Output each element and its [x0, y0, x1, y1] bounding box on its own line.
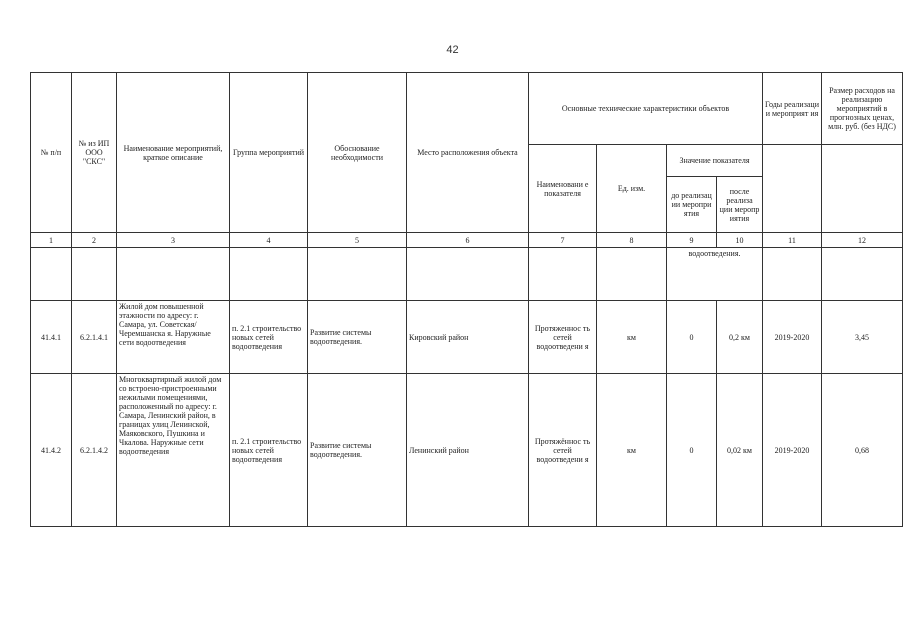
spill-text: водоотведения.	[667, 248, 763, 301]
page-number: 42	[446, 44, 459, 56]
header-reason: Обоснование необходимости	[308, 73, 407, 233]
column-number: 10	[717, 233, 763, 248]
row-years: 2019-2020	[763, 374, 822, 527]
header-years: Годы реализаци и мероприят ия	[763, 73, 822, 145]
column-number: 1	[31, 233, 72, 248]
row-after: 0,2 км	[717, 301, 763, 374]
row-indicator: Протяжённос ть сетей водоотведени я	[529, 374, 597, 527]
row-ip: 6.2.1.4.2	[72, 374, 117, 527]
row-group: п. 2.1 строительство новых сетей водоотведения	[230, 301, 308, 374]
column-number: 3	[117, 233, 230, 248]
row-reason: Развитие системы водоотведения.	[308, 374, 407, 527]
table-row	[31, 374, 903, 527]
header-after: после реализа ции меропр иятия	[717, 177, 763, 233]
row-name: Жилой дом повышенной этажности по адресу: г. Самара, ул. Советская/Черемшанска я. Наружные сети водоотведения	[117, 301, 230, 374]
column-number: 8	[597, 233, 667, 248]
row-num: 41.4.1	[31, 301, 72, 374]
column-number: 7	[529, 233, 597, 248]
spill-row	[31, 248, 903, 301]
header-cost-blank	[822, 145, 903, 233]
row-group: п. 2.1 строительство новых сетей водоотведения	[230, 374, 308, 527]
column-number: 11	[763, 233, 822, 248]
header-cost: Размер расходов на реализацию мероприятий в прогнозных ценах, млн. руб. (без НДС)	[822, 73, 903, 145]
row-unit: км	[597, 374, 667, 527]
column-number: 6	[407, 233, 529, 248]
row-before: 0	[667, 301, 717, 374]
column-number: 4	[230, 233, 308, 248]
header-num: № п/п	[31, 73, 72, 233]
header-location: Место расположения объекта	[407, 73, 529, 233]
row-cost: 3,45	[822, 301, 903, 374]
header-name: Наименование мероприятий, краткое описание	[117, 73, 230, 233]
header-unit: Ед. изм.	[597, 145, 667, 233]
row-years: 2019-2020	[763, 301, 822, 374]
column-number: 5	[308, 233, 407, 248]
row-after: 0,02 км	[717, 374, 763, 527]
table-row	[31, 301, 903, 374]
row-location: Ленинский район	[407, 374, 529, 527]
header-before: до реализац ии меропри ятия	[667, 177, 717, 233]
row-reason: Развитие системы водоотведения.	[308, 301, 407, 374]
row-indicator: Протяженнос ть сетей водоотведени я	[529, 301, 597, 374]
row-unit: км	[597, 301, 667, 374]
row-ip: 6.2.1.4.1	[72, 301, 117, 374]
row-num: 41.4.2	[31, 374, 72, 527]
header-indicator: Наименовани е показателя	[529, 145, 597, 233]
row-before: 0	[667, 374, 717, 527]
measures-table	[30, 72, 903, 527]
row-cost: 0,68	[822, 374, 903, 527]
column-number-row	[31, 233, 903, 248]
header-years-blank	[763, 145, 822, 233]
row-name: Многоквартирный жилой дом со встроено-пристроенными нежилыми помещениями, расположенный по адресу: г. Самара, Ленинский район, в границах улиц Ленинской, Маяковского, Пушкина и Чкалова. Наружные сети водоотведения	[117, 374, 230, 527]
column-number: 2	[72, 233, 117, 248]
header-group: Группа мероприятий	[230, 73, 308, 233]
column-number: 12	[822, 233, 903, 248]
header-value-group: Значение показателя	[667, 145, 763, 177]
header-tech-group: Основные технические характеристики объектов	[529, 73, 763, 145]
row-location: Кировский район	[407, 301, 529, 374]
header-ip-num: № из ИП ООО "СКС"	[72, 73, 117, 233]
column-number: 9	[667, 233, 717, 248]
